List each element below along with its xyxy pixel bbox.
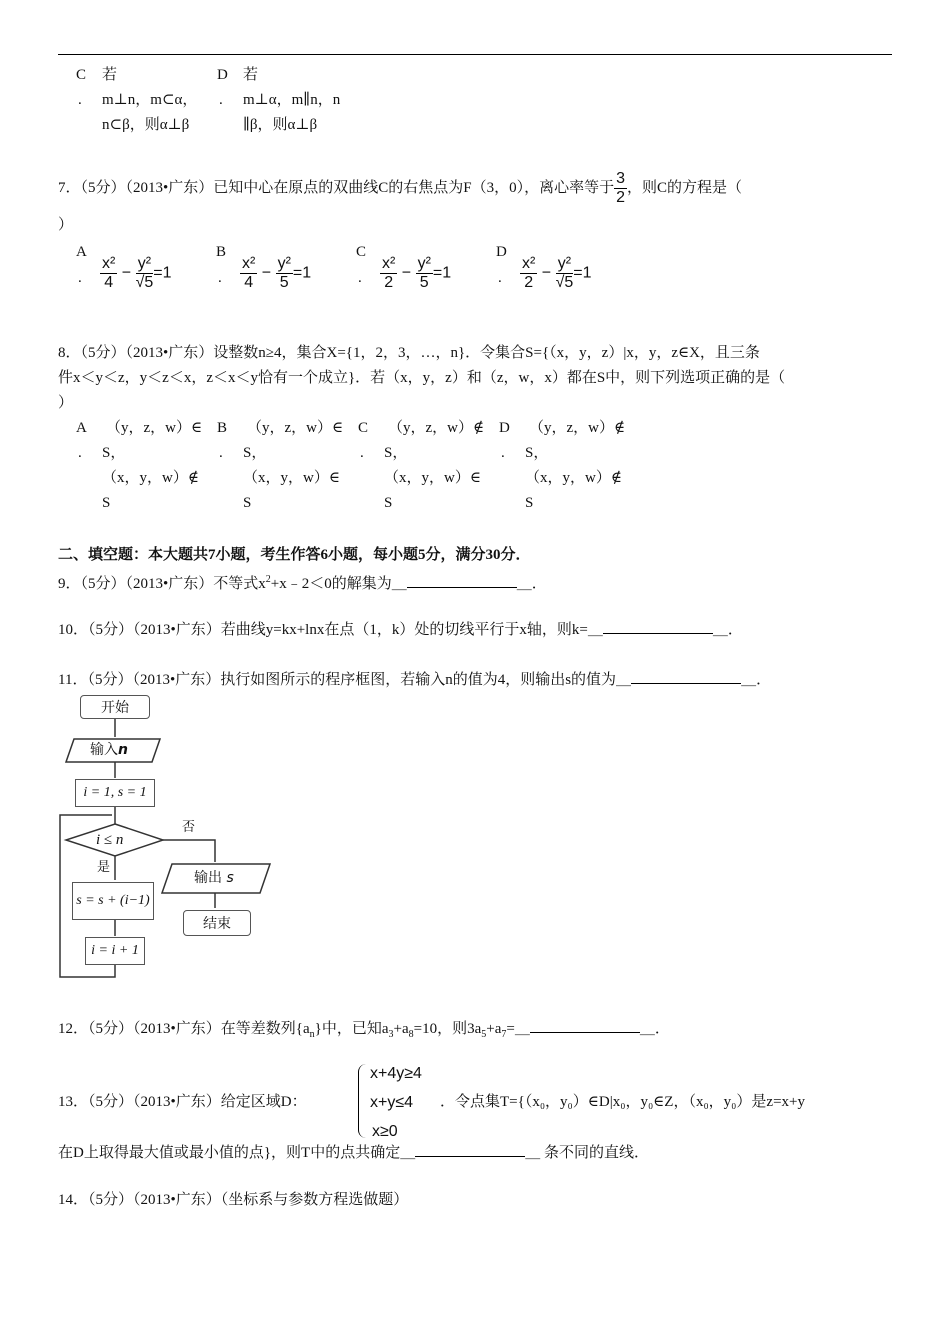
q12-sub: 7 [501, 1029, 507, 1040]
q12-text: +a [393, 1021, 409, 1037]
q8-option-dot: . [78, 445, 82, 461]
q8-option-letter[interactable]: D [499, 420, 510, 436]
q10-text: 10．（5分）（2013•广东）若曲线y=kx+lnx在点（1，k）处的切线平行于x轴，则k= [58, 622, 588, 638]
q7-option-letter: B [216, 244, 227, 260]
q8-line1: 8．（5分）（2013•广东）设整数n≥4，集合X={1，2，3，…，n}．令集合S={（x，y，z）|x，y，z∈X，且三条 [58, 345, 760, 361]
q12-sub: 5 [481, 1029, 487, 1040]
frac-num: x² [102, 255, 116, 272]
flow-start: 开始 [80, 695, 150, 719]
q8-option-line1: （y，z，w）∉ [529, 420, 626, 436]
flow-condition: i ≤ n [96, 832, 124, 848]
q7-option-c[interactable]: $\frac{\text{x²}}{2}$ − $\frac{\text{y²}}{5}$ =1 [382, 255, 452, 291]
q8-option-dot: . [360, 445, 364, 461]
q9-text: 9．（5分）（2013•广东）不等式x [58, 576, 266, 592]
q7-text: 7．（5分）（2013•广东）已知中心在原点的双曲线C的右焦点为F（3，0），离心率等于 [58, 180, 615, 196]
question-10: 10．（5分）（2013•广东）若曲线y=kx+lnx在点（1，k）处的切线平行于x轴，则k=＿ ＿． [58, 619, 743, 640]
q13-constraint-3: x≥0 [372, 1123, 398, 1140]
q8-option-letter[interactable]: A [76, 420, 87, 436]
option-c-letter: C [76, 67, 87, 83]
q8-option-letter[interactable]: C [358, 420, 369, 436]
q12-text: =10，则3a [413, 1021, 482, 1037]
frac-num: y² [137, 255, 152, 272]
flow-step-s: s = s + (i−1) [72, 882, 154, 920]
frac-num: x² [242, 255, 256, 272]
q8-option-line2: S， [525, 445, 549, 461]
q8-option-line4: S [384, 495, 393, 511]
flow-input-var: n [118, 742, 128, 758]
frac-den: 2 [524, 274, 534, 291]
q7-option-dot: . [358, 270, 362, 286]
q12-sub: n [309, 1029, 315, 1040]
option-d-letter: D [217, 67, 228, 83]
q7-option-b[interactable]: $\frac{\text{x²}}{4}$ − $\frac{\text{y²}}{5}$ =1 [242, 255, 312, 291]
q8-option-line1: （y，z，w）∈ [106, 420, 203, 436]
q12-text: 12．（5分）（2013•广东）在等差数列{a [58, 1021, 310, 1037]
q11-text: 11．（5分）（2013•广东）执行如图所示的程序框图，若输入n的值为4，则输出s的值为 [58, 672, 617, 688]
q8-option-line1: （y，z，w）∉ [388, 420, 485, 436]
q9-end: ． [531, 576, 547, 592]
q7-option-dot: . [218, 270, 222, 286]
frac-num: x² [382, 255, 396, 272]
q8-option-line3: （x，y，w）∉ [525, 470, 622, 486]
flow-input-label: 输入 [90, 742, 118, 758]
q8-option-line2: S， [102, 445, 126, 461]
q12-text: = [506, 1021, 515, 1037]
q9-text2: +x﹣2＜0的解集为 [270, 576, 392, 592]
option-d-line3: ∥β，则α⊥β [243, 117, 318, 133]
section-2-heading: 二、填空题：本大题共7小题，考生作答6小题，每小题5分，满分30分． [58, 547, 531, 563]
q8-option-line1: （y，z，w）∈ [247, 420, 344, 436]
q8-option-line4: S [525, 495, 534, 511]
flow-step-i: i = i + 1 [85, 937, 145, 965]
q8-option-letter[interactable]: B [217, 420, 228, 436]
q8-option-line2: S， [384, 445, 408, 461]
q13-constraint-2: x+y≤4 [370, 1094, 414, 1111]
q7-close: ） [58, 217, 74, 233]
q12-sub: 8 [408, 1029, 414, 1040]
q8-line3: ） [58, 395, 74, 411]
option-c-line2: m⊥n，m⊂α， [102, 92, 198, 108]
q8-option-line2: S， [243, 445, 267, 461]
q13-end: 条不同的直线． [543, 1145, 649, 1161]
q10-end: ． [727, 622, 743, 638]
question-9: 9．（5分）（2013•广东）不等式$x^2+x﹣2<0$的解集为＿ ＿． [58, 574, 547, 592]
flow-end: 结束 [183, 910, 251, 936]
frac-den: 5 [279, 274, 289, 291]
q7-text2: ，则C的方程是（ [627, 180, 743, 196]
equals-one: =1 [573, 264, 592, 282]
q8-option-line3: （x，y，w）∈ [384, 470, 481, 486]
q13-brace [358, 1064, 367, 1138]
flow-output-var: s [226, 870, 234, 886]
equals-one: =1 [153, 264, 172, 282]
frac-num: 3 [616, 170, 626, 188]
frac-den: 2 [384, 274, 394, 291]
frac-den: 4 [244, 274, 254, 291]
q13-answer-blank[interactable] [415, 1142, 525, 1157]
q7-option-letter: C [356, 244, 367, 260]
q13-text3: 在D上取得最大值或最小值的点}，则T中的点共确定 [58, 1145, 401, 1161]
flow-no-label: 否 [182, 820, 196, 835]
frac-den: 5 [419, 274, 429, 291]
flow-output-label: 输出 [194, 870, 222, 886]
frac-den: √5 [135, 274, 154, 291]
q12-answer-blank[interactable] [530, 1018, 640, 1033]
q13-line2: 在D上取得最大值或最小值的点}，则T中的点共确定＿ ＿ 条不同的直线． [58, 1142, 649, 1163]
flow-yes-label: 是 [97, 860, 111, 875]
option-c-line1: 若 [102, 67, 118, 83]
frac-num: y² [277, 255, 291, 272]
question-12: 12．（5分）（2013•广东）在等差数列$\{a_n\}$中，已知$a_3+a_8=10$，则$3a_5+a_7=\_$ ＿． [58, 1018, 670, 1045]
flow-init: i = 1, s = 1 [75, 779, 155, 807]
q12-text: }中，已知a [314, 1021, 389, 1037]
option-d-line2: m⊥α，m∥n，n [243, 92, 341, 108]
q9-sup: 2 [265, 574, 271, 585]
q8-option-dot: . [219, 445, 223, 461]
q8-option-line3: （x，y，w）∉ [102, 470, 199, 486]
q7-option-d[interactable]: $\frac{\text{x²}}{2}$ − $\frac{\text{y²}}{√5}$ =1 [522, 255, 592, 291]
option-d-dot: . [219, 92, 223, 108]
question-11: 11．（5分）（2013•广东）执行如图所示的程序框图，若输入n的值为4，则输出s的值为＿ ＿． [58, 669, 771, 690]
option-c-dot: . [78, 92, 82, 108]
question-14: 14．（5分）（2013•广东）（坐标系与参数方程选做题） [58, 1192, 409, 1208]
frac-num: y² [557, 255, 572, 272]
q8-option-line3: （x，y，w）∈ [243, 470, 340, 486]
q7-option-dot: . [498, 270, 502, 286]
q11-end: ． [756, 672, 772, 688]
q7-option-dot: . [78, 270, 82, 286]
q8-option-line4: S [243, 495, 252, 511]
frac-den: √5 [555, 274, 574, 291]
q8-option-dot: . [501, 445, 505, 461]
q13-constraint-1: x+4y≥4 [370, 1065, 422, 1082]
q7-option-letter: A [76, 244, 87, 260]
q8-option-line4: S [102, 495, 111, 511]
q8-line2: 件x＜y＜z，y＜z＜x，z＜x＜y恰有一个成立}．若（x，y，z）和（z，w，x）都在S中，则下列选项正确的是（ [58, 370, 786, 386]
q12-end: ． [654, 1021, 670, 1037]
flow-output [194, 868, 234, 888]
equals-one: =1 [432, 264, 452, 282]
option-d-line1: 若 [243, 67, 259, 83]
q12-sub: 3 [388, 1029, 394, 1040]
option-c-line3: n⊂β，则α⊥β [102, 117, 190, 133]
flow-input [90, 740, 128, 760]
frac-den: 2 [616, 189, 626, 207]
frac-num: y² [417, 255, 431, 272]
q13-text: 13．（5分）（2013•广东）给定区域D： [58, 1094, 307, 1110]
q7-option-a[interactable]: $\frac{\text{x²}}{4}$ − $\frac{\text{y²}}{√5}$ =1 [102, 255, 172, 291]
q7-option-letter: D [496, 244, 507, 260]
frac-num: x² [522, 255, 536, 272]
q13-text2: ．令点集T={（x₀，y₀）∈D|x₀，y₀∈Z，（x₀，y₀）是z=x+y [440, 1094, 805, 1110]
q12-text: +a [486, 1021, 502, 1037]
frac-den: 4 [104, 274, 114, 291]
equals-one: =1 [292, 264, 312, 282]
